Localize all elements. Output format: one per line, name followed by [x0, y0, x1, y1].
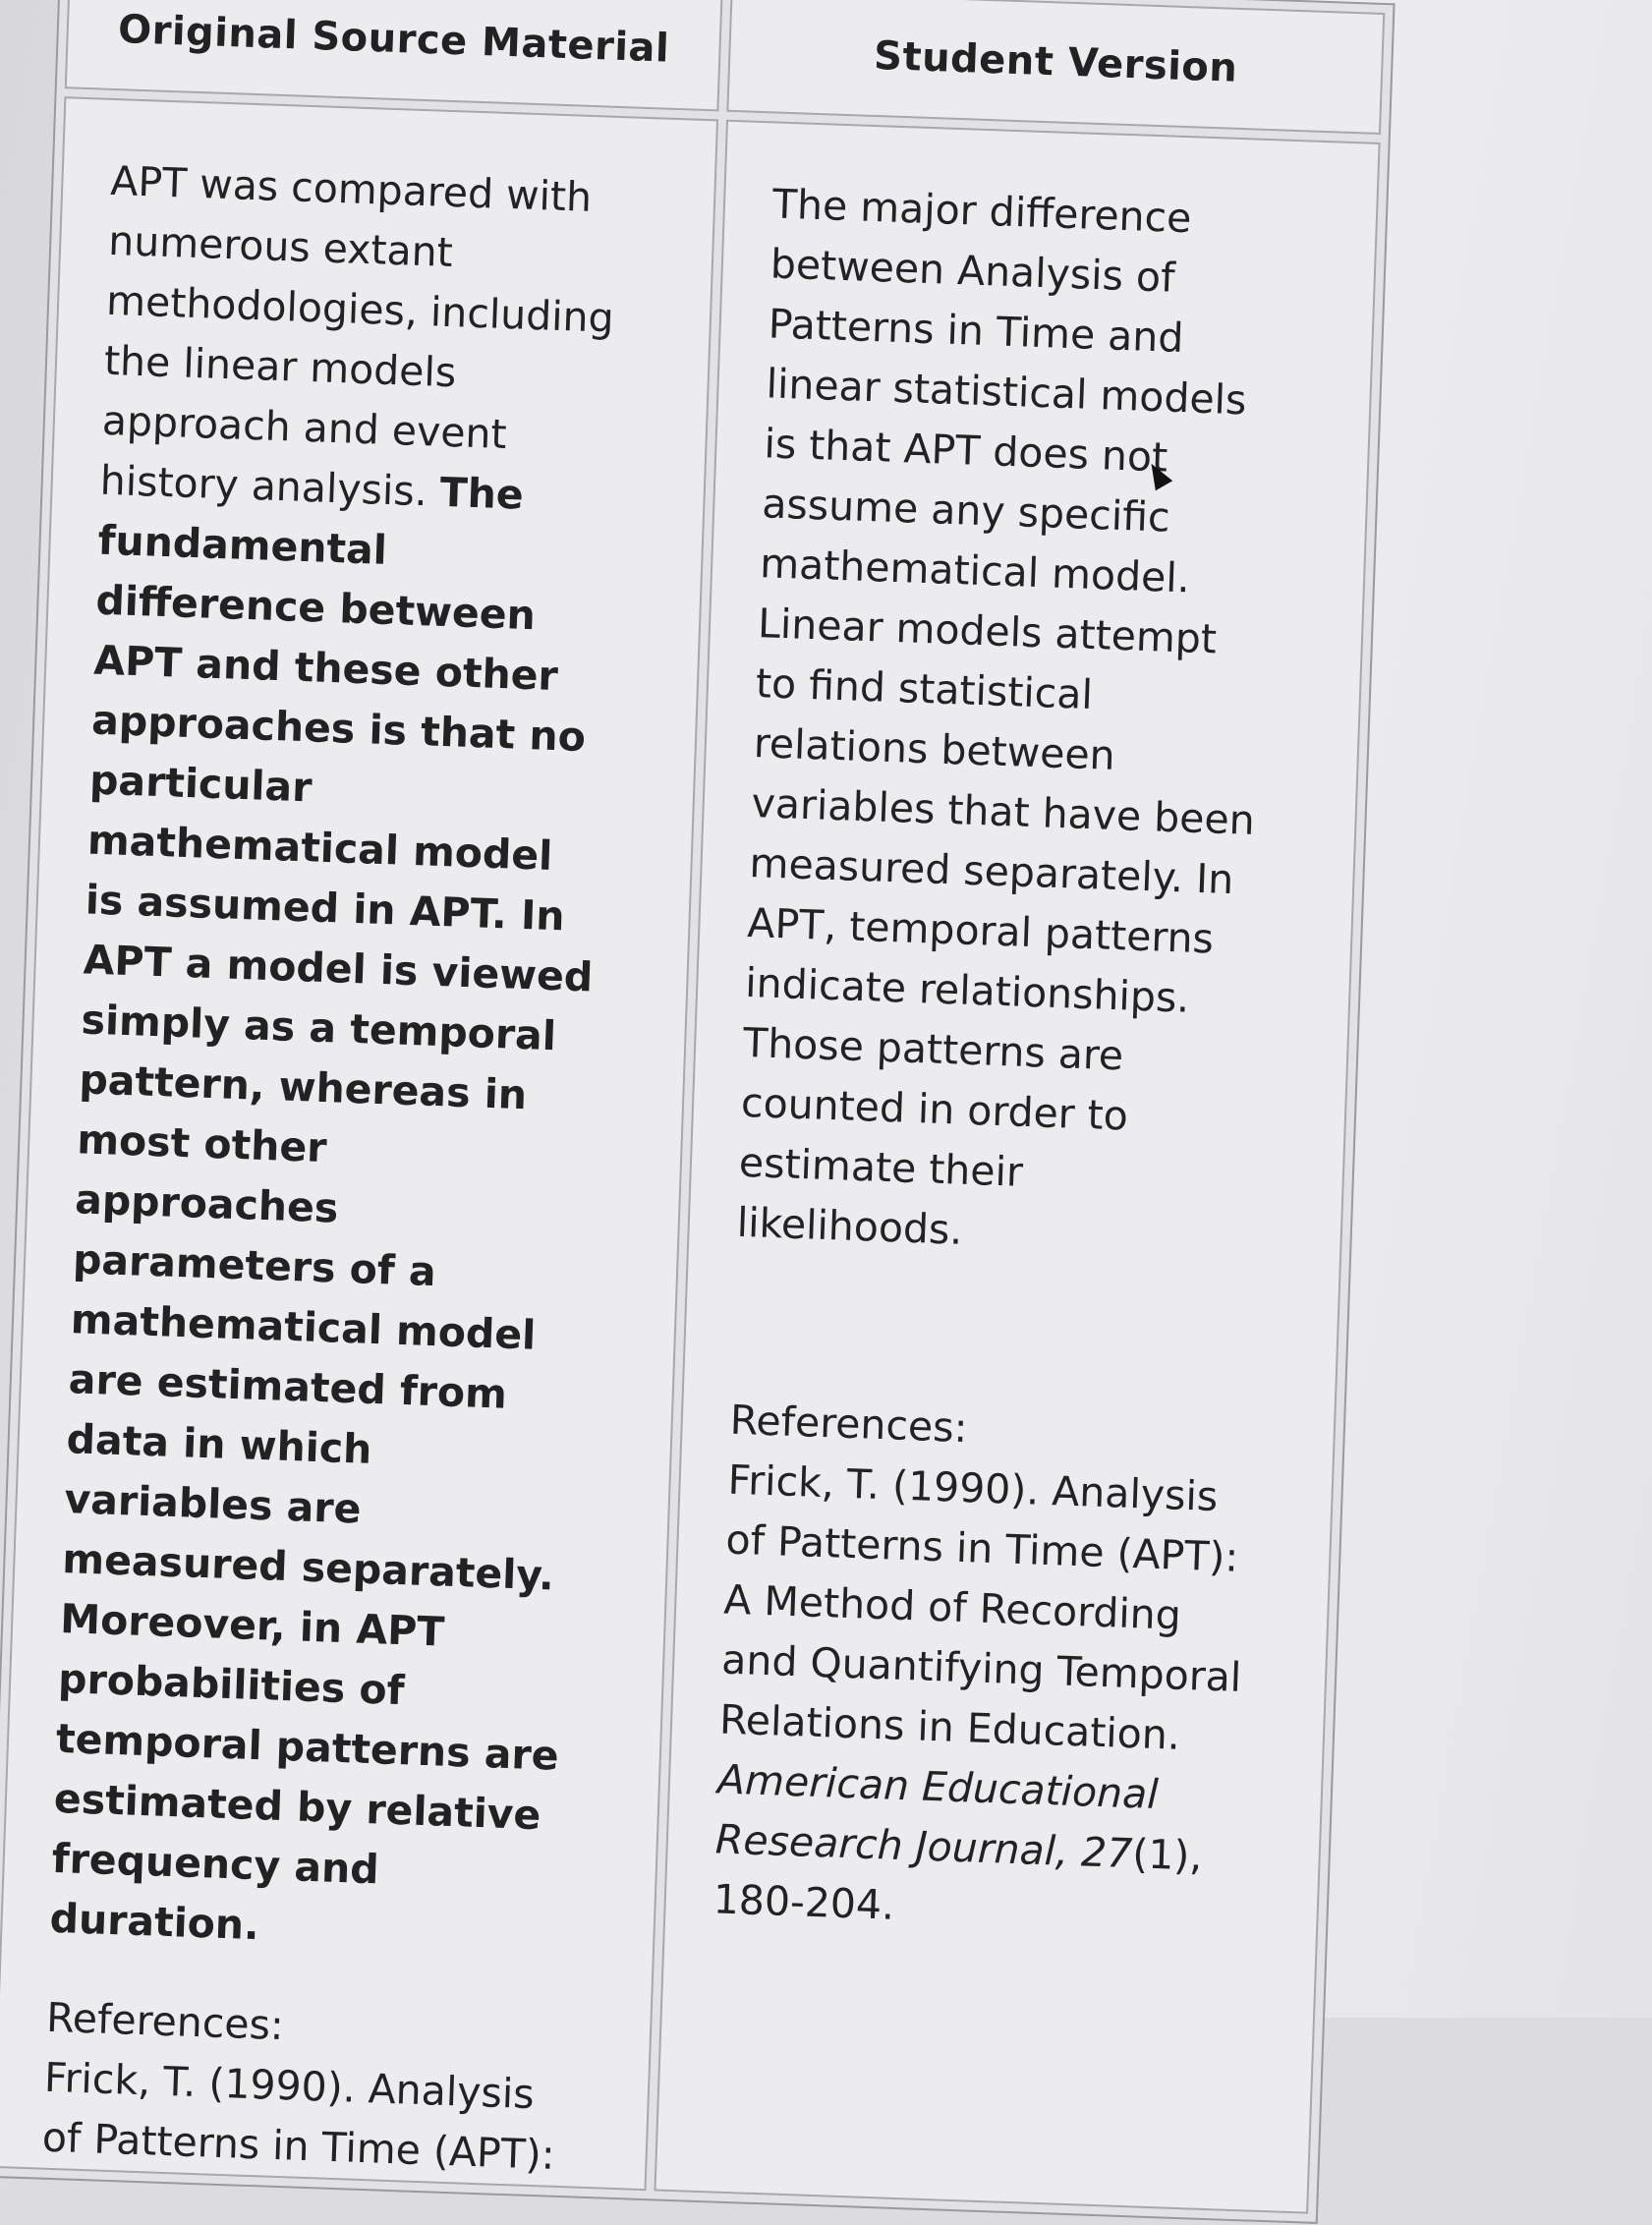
original-bold-text: The fundamental difference between APT and these other approaches is that no particular mathematical model is assumed in APT. In APT a model is viewed simply as a temporal pattern, whereas in most other approaches parameters of a mathematical model are estimated from data in which variables are measured separately. Moreover, in APT probabilities of temporal patterns are estimated by relative frequency and duration. — [48, 468, 595, 1950]
original-reference-text: Frick, T. (1990). Analysis of Patterns in Time (APT): — [41, 2053, 556, 2179]
original-cell — [0, 96, 718, 2191]
student-header: Student Version — [726, 0, 1385, 135]
original-references — [41, 1988, 578, 2187]
student-paragraph: The major difference between Analysis of Patterns in Time and linear statistical models is that APT does not assume any specific mathematical model. Linear models attempt to find statistical relations between variables that have been measured separately. In APT, temporal patterns indicate relationships. Those patterns are counted in order to estimate their likelihoods. — [736, 180, 1256, 1254]
original-references-label: References: — [45, 1993, 285, 2050]
student-reference-entry — [712, 1451, 1260, 1949]
student-references-label: References: — [729, 1396, 969, 1453]
student-cell — [654, 120, 1380, 2214]
original-header: Original Source Material — [65, 0, 723, 111]
original-intro-text: APT was compared with numerous extant methodologies, including the linear models approach and event history analysis. — [99, 156, 615, 516]
student-references — [712, 1391, 1262, 1949]
student-reference-pages: (1), 180-204. — [712, 1830, 1204, 1929]
original-paragraph — [49, 151, 623, 1967]
student-reference-text: Frick, T. (1990). Analysis of Patterns in Time (APT): A Method of Recording and Quantifying Temporal Relations in Education. — [718, 1455, 1243, 1759]
student-reference-journal: American Educational Research Journal, 27 — [714, 1755, 1160, 1878]
content-row — [0, 96, 1381, 2213]
